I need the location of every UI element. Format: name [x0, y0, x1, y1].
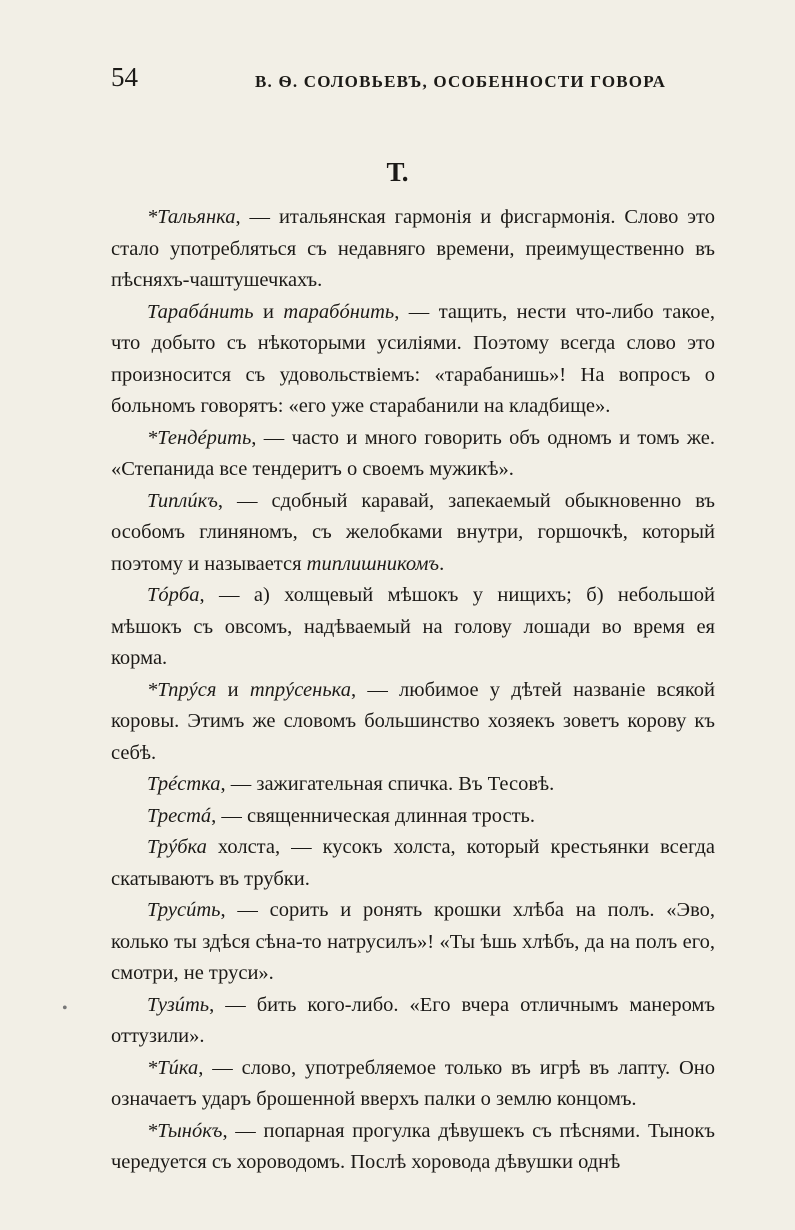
headword: Тузúть	[147, 993, 210, 1016]
derived-word: типлишникомъ	[306, 552, 440, 575]
period: .	[439, 552, 445, 575]
headword: Тóрба	[147, 584, 200, 606]
dictionary-entries	[111, 202, 715, 1179]
headword: Трýбка	[147, 836, 207, 858]
entry	[111, 801, 715, 833]
definition: , — слово, употребляемое только въ игрѣ въ лапту. Оно означаетъ ударъ брошенной вверхъ палки о землю концомъ.	[111, 1056, 715, 1110]
definition: , — попарная прогулка дѣвушекъ съ пѣснями. Тынокъ чередуется съ хороводомъ. Послѣ хоровода дѣвушки однѣ	[111, 1119, 715, 1173]
section-letter-heading: Т.	[386, 157, 409, 187]
entry	[111, 990, 715, 1053]
headword: *Тынóкъ	[147, 1119, 223, 1142]
headword-variant: тарабóнить	[283, 300, 395, 323]
headword: Трусúть	[147, 899, 221, 921]
headword: Трестá	[147, 804, 212, 827]
page-header	[0, 62, 795, 102]
margin-mark: •	[62, 1000, 68, 1017]
headword: *Тпрýся	[147, 678, 217, 701]
headword: Типлúкъ	[147, 489, 218, 512]
entry	[111, 675, 715, 770]
entry	[111, 423, 715, 486]
definition: , — тащить, нести что-либо такое, что добыто съ нѣкоторыми усиліями. Поэтому всегда слово это произносится съ удовольствіемъ: «тарабанишь»! На вопросъ о больномъ говорятъ: «его уже старабанили на кладбище».	[111, 300, 715, 417]
definition: , — итальянская гармонія и фисгармонія. Слово это стало употребляться съ недавняго времени, преимущественно въ пѣсняхъ-чаштушечкахъ.	[111, 206, 715, 291]
definition: , — а) холщевый мѣшокъ у нищихъ; б) небольшой мѣшокъ съ овсомъ, надѣваемый на голову лошади во время ея корма.	[111, 584, 715, 669]
definition: , — зажигательная спичка. Въ Тесовѣ.	[220, 773, 555, 795]
definition: , — бить кого-либо. «Его вчера отличнымъ манеромъ оттузили».	[111, 993, 715, 1047]
entry	[111, 895, 715, 990]
definition: холста, — кусокъ холста, который крестьянки всегда скатываютъ въ трубки.	[111, 836, 715, 890]
definition: , — часто и много говорить объ одномъ и томъ же. «Степанида все тендеритъ о своемъ мужикѣ».	[111, 426, 715, 480]
headword: Трéстка	[147, 773, 221, 795]
entry	[111, 297, 715, 423]
entry	[111, 202, 715, 297]
entry	[111, 580, 715, 675]
definition: , — сорить и ронять крошки хлѣба на полъ. «Эво, колько ты здѣся сѣна-то натрусилъ»! «Ты ѣшь хлѣбъ, да на полъ его, смотри, не труси».	[111, 899, 715, 984]
headword: Тарабáнить	[147, 300, 254, 323]
entry	[111, 832, 715, 895]
headword: *Тендéрить	[147, 426, 252, 449]
entry	[111, 1116, 715, 1179]
page-number: 54	[111, 62, 138, 92]
headword: *Тальянка	[147, 206, 236, 228]
headword-variant: тпрýсенька	[249, 678, 351, 701]
entry	[111, 1053, 715, 1116]
running-head: В. Ѳ. СОЛОВЬЕВЪ, ОСОБЕННОСТИ ГОВОРА	[255, 72, 667, 91]
entry	[111, 486, 715, 581]
headword: *Тúка	[147, 1056, 199, 1079]
entry	[111, 769, 715, 801]
definition: , — любимое у дѣтей названіе всякой коровы. Этимъ же словомъ большинство хозяекъ зоветъ корову къ себѣ.	[111, 678, 715, 764]
definition: , — сдобный каравай, запекаемый обыкновенно въ особомъ глиняномъ, съ желобками внутри, горшочкѣ, который поэтому и называется	[111, 489, 715, 575]
connector: и	[253, 300, 284, 323]
connector: и	[216, 678, 250, 701]
definition: , — священническая длинная трость.	[211, 804, 536, 827]
